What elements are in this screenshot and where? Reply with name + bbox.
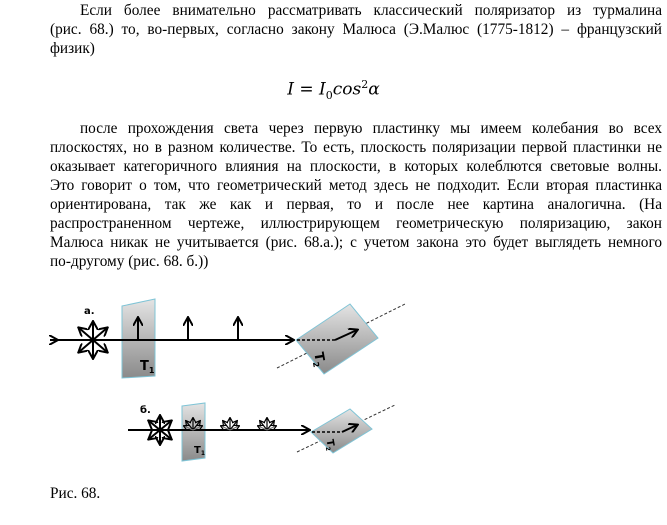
text-line: по-другому (рис. 68. б.)) xyxy=(50,253,209,270)
partial-polarization-fan xyxy=(221,418,239,430)
text-line: оказывает категоричного влияния на плоскости, в которых колеблются световые волны. xyxy=(50,158,662,175)
text-line: (рис. 68.) то, во-первых, согласно закону Малюса (Э.Малюс (1775-1812) – французский xyxy=(50,21,662,38)
figure-caption: Рис. 68. xyxy=(50,485,101,502)
label-t2: $T_2$ xyxy=(310,351,327,369)
formula-sub: 0 xyxy=(325,89,333,103)
label-t2: $T_2$ xyxy=(323,438,336,452)
text-line: после прохождения света через первую пластинку мы имеем колебания во всех xyxy=(80,120,662,137)
formula-base: I xyxy=(319,79,326,100)
formula-lhs: I xyxy=(287,79,294,100)
formula-arg: α xyxy=(368,79,380,100)
text-line: плоскостях, но в разном количестве. То есть, плоскость поляризации первой пластинки не xyxy=(50,139,662,156)
label-t1: $T_1$ xyxy=(140,359,155,375)
text-line: Малюса никак не учитывается (рис. 68.а.); с учетом закона это будет выглядеть немного xyxy=(50,234,662,251)
text-line: ориентирована, так же как и первая, то и после нее картина аналогична. (На xyxy=(50,196,662,213)
formula-eq: = xyxy=(293,79,320,100)
label-t1: $T_1$ xyxy=(194,445,206,457)
label-a: а. xyxy=(84,306,95,317)
text-line: физик) xyxy=(50,40,95,57)
text-line: Если более внимательно рассматривать классический поляризатор из турмалина xyxy=(80,2,662,19)
text-line: распространенном чертеже, иллюстрирующем геометрическую поляризацию, закон xyxy=(50,215,662,232)
diagram-a xyxy=(50,299,405,378)
label-b: б. xyxy=(140,405,151,416)
plate-t2 xyxy=(311,409,372,453)
formula-sup: 2 xyxy=(361,78,369,91)
formula-func: cos xyxy=(332,79,362,100)
text-line: Это говорит о том, что геометрический метод здесь не подходит. Если вторая пластинка xyxy=(50,177,662,194)
partial-polarization-fan xyxy=(258,418,276,430)
diagram-b xyxy=(128,403,395,461)
